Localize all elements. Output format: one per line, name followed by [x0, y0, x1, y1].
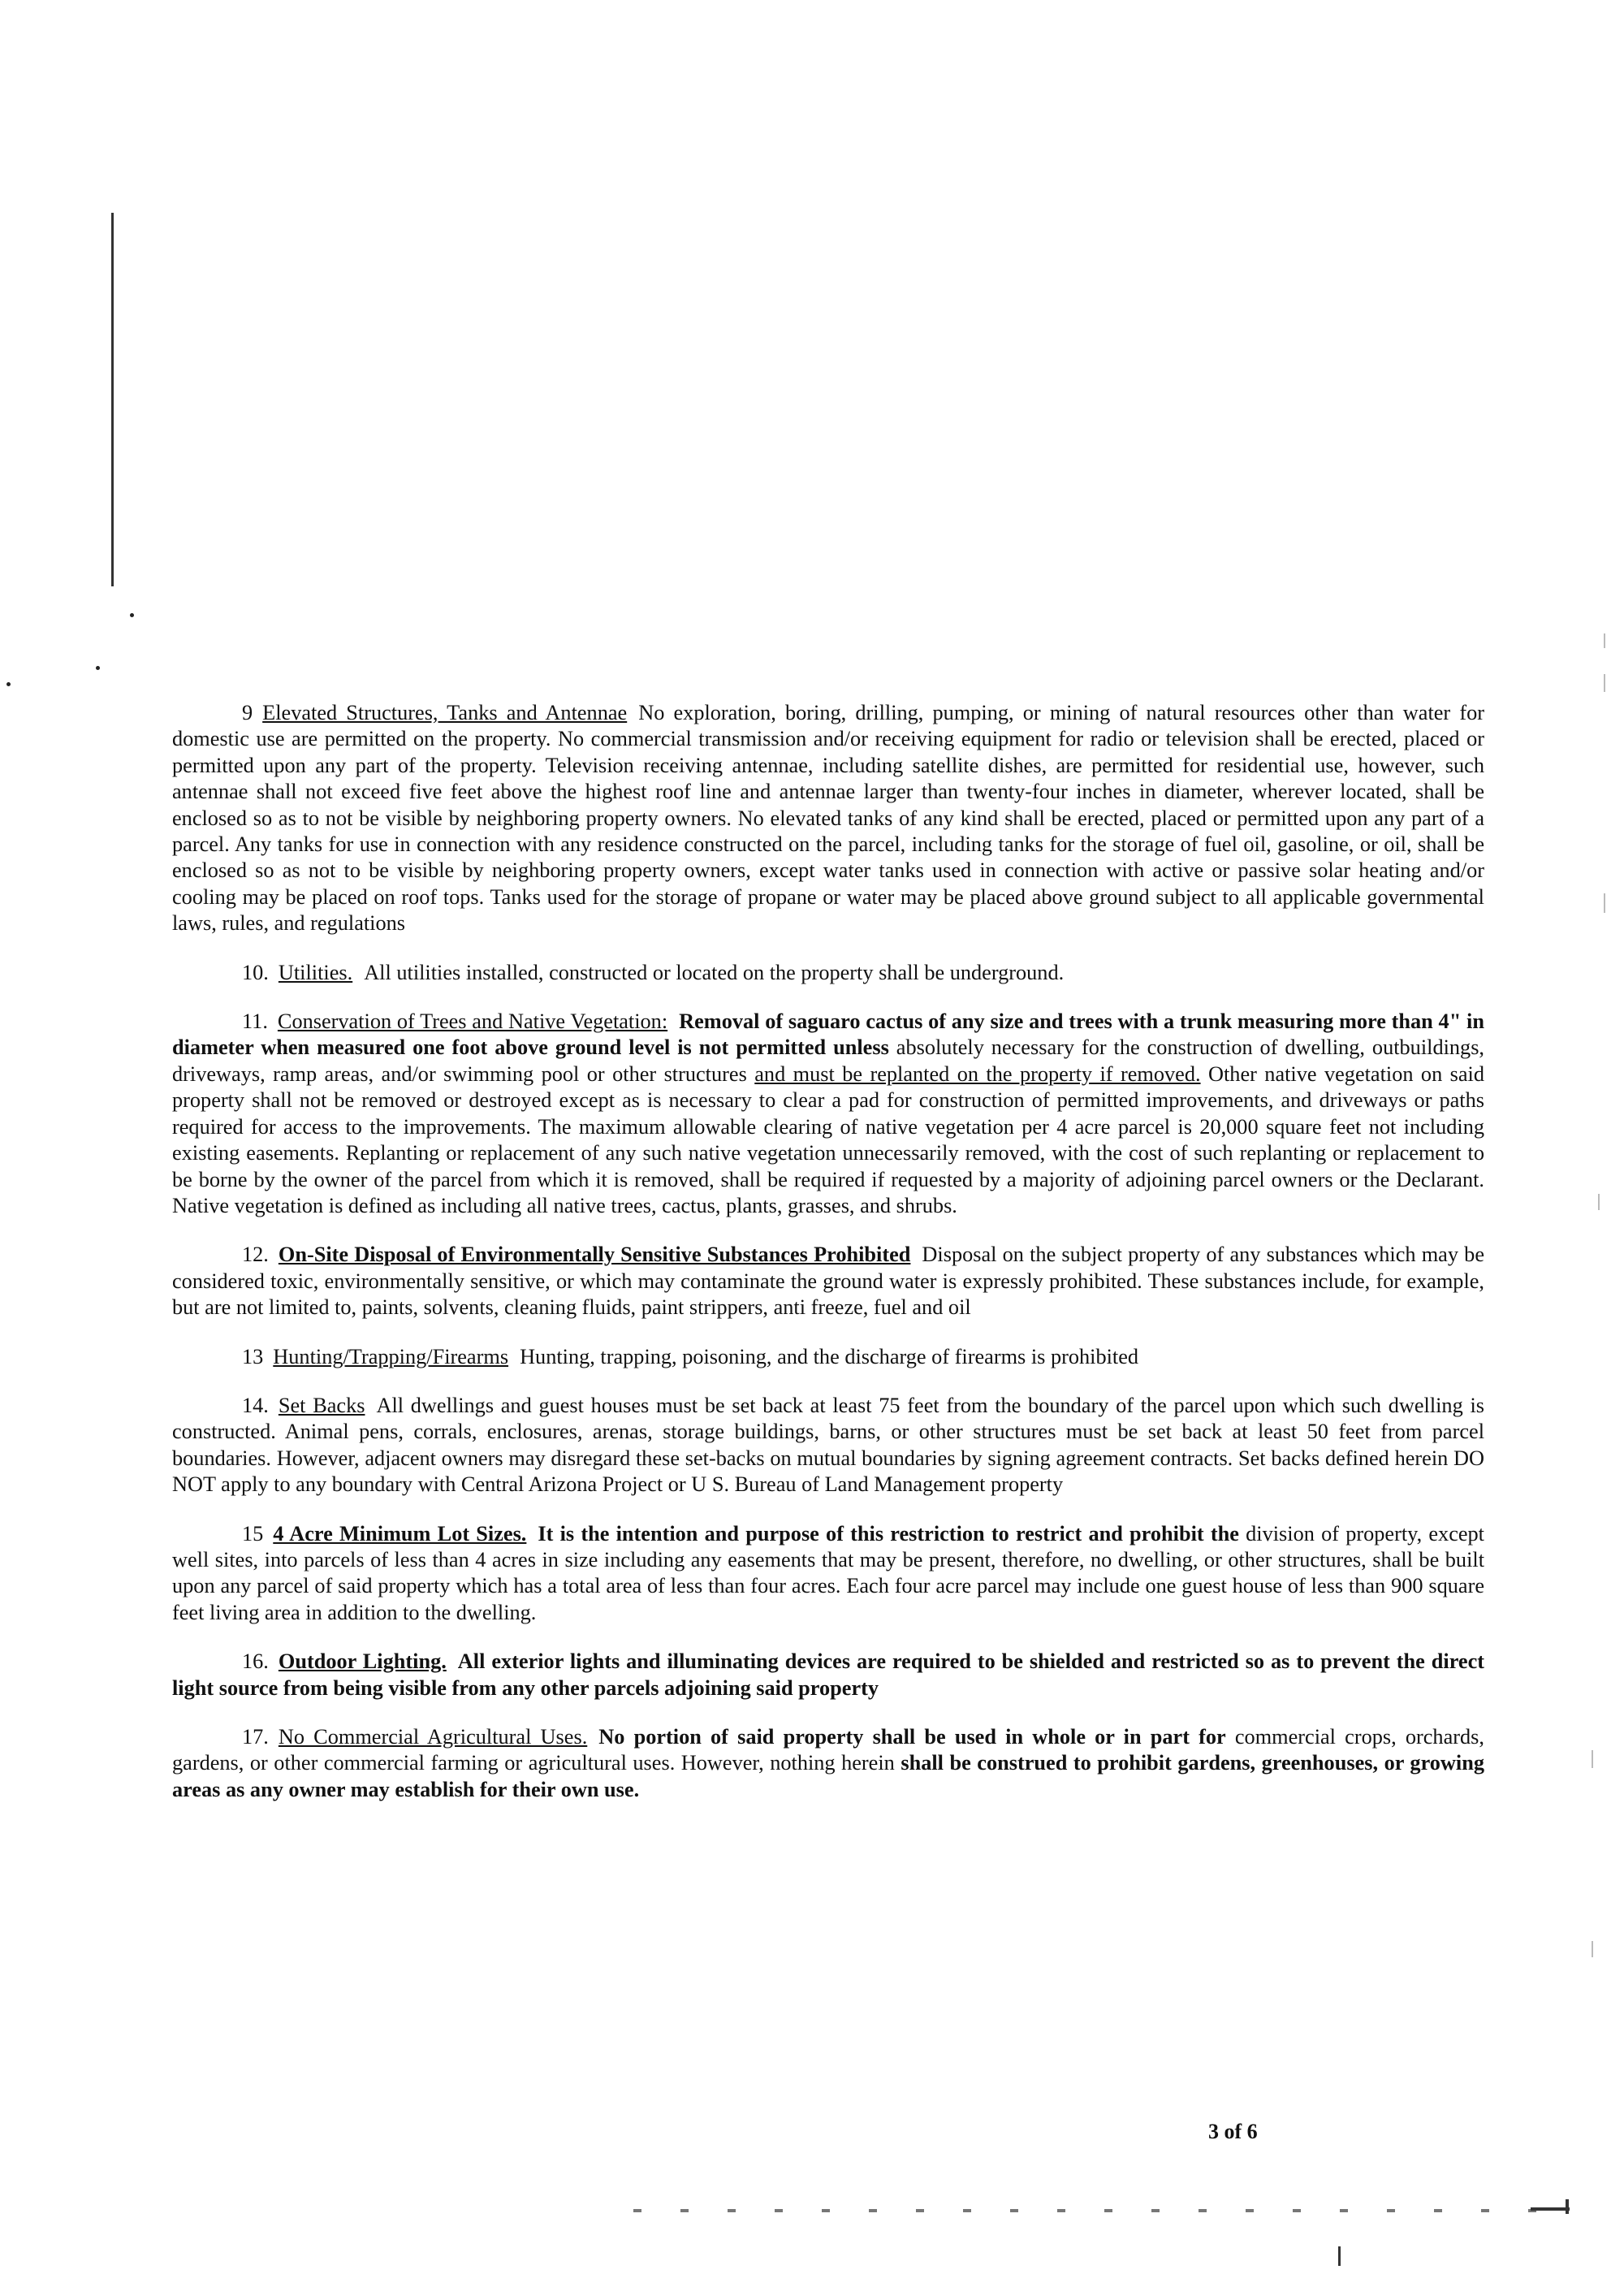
document-body — [172, 700, 1484, 1826]
paragraph-heading: No Commercial Agricultural Uses. — [278, 1725, 588, 1749]
paragraph-heading: Conservation of Trees and Native Vegetation: — [277, 1009, 668, 1034]
paragraph-15 — [172, 1521, 1484, 1627]
scan-speck — [1592, 1941, 1593, 1957]
paragraph-10 — [172, 960, 1484, 986]
paragraph-text: absolutely necessary for the construction of dwelling, outbuildings, driveways, ramp areas, and/or swimming pool or other structures — [172, 1035, 1485, 1086]
paragraph-11 — [172, 1009, 1484, 1219]
paragraph-bold-text: No portion of said property shall be used in whole or in part for — [598, 1725, 1226, 1749]
scan-speck — [1598, 1194, 1600, 1210]
paragraph-17 — [172, 1724, 1484, 1803]
paragraph-heading: Hunting/Trapping/Firearms — [273, 1344, 509, 1368]
scan-speck — [96, 666, 100, 670]
paragraph-heading: Set Backs — [278, 1393, 365, 1417]
scan-bottom-mark — [1531, 2207, 1570, 2211]
scan-speck — [1592, 1750, 1593, 1768]
paragraph-heading: 4 Acre Minimum Lot Sizes. — [273, 1521, 527, 1546]
paragraph-12 — [172, 1242, 1484, 1321]
paragraph-16 — [172, 1649, 1484, 1701]
paragraph-heading: Outdoor Lighting. — [278, 1649, 447, 1674]
paragraph-text: Hunting, trapping, poisoning, and the discharge of firearms is prohibited — [520, 1344, 1139, 1368]
paragraph-bold-text: All exterior lights and illuminating devices are required to be shielded and restricted so as to prevent the direct light source from being visible from any other parcels adjoining said property — [172, 1649, 1484, 1700]
paragraph-underlined-text: and must be replanted on the property if removed. — [754, 1061, 1201, 1086]
paragraph-number: 9 — [242, 701, 253, 724]
paragraph-text: All utilities installed, constructed or located on the property shall be underground. — [364, 960, 1065, 984]
scan-margin-line — [111, 213, 114, 586]
paragraph-text: division of property, except well sites, into parcels of less than 4 acres in size including any easements that may be present, therefore, no dwelling, or other structures, shall be built upon any parcel of said property which has a total area of less than four acres. Each four acre parcel may include one guest house of less than 900 square feet living area in addition to the dwelling. — [172, 1521, 1484, 1624]
page-number: 3 of 6 — [1208, 2120, 1258, 2143]
paragraph-text: Other native vegetation on said property shall not be removed or destroyed except as is necessary to clear a pad for construction of permitted improvements, and driveways or paths required for access to the improvements. The maximum allowable clearing of native vegetation per 4 acre parcel is 20,000 square feet not including existing easements. Replanting or replacement of any such native vegetation unnecessarily removed, with the cost of such replanting or replacement to be borne by the owner of the parcel from which it is removed, shall be required if requested by a majority of adjoining parcel owners or the Declarant. Native vegetation is defined as including all native trees, cactus, plants, grasses, and shrubs. — [172, 1061, 1485, 1217]
scan-speck — [130, 613, 134, 617]
paragraph-number: 13 — [242, 1344, 264, 1368]
paragraph-number: 15 — [242, 1521, 264, 1546]
paragraph-text: commercial crops, orchards, gardens, or other commercial farming or agricultural uses. However, nothing herein — [172, 1725, 1484, 1775]
paragraph-number: 14. — [242, 1393, 269, 1417]
scan-speck — [6, 682, 11, 686]
paragraph-bold-text: Removal of saguaro cactus of any size and trees with a trunk measuring more than 4" in diameter when measured one foot above ground level is not permitted unless — [172, 1009, 1484, 1060]
scan-bottom-tick — [1338, 2246, 1341, 2266]
paragraph-text: No exploration, boring, drilling, pumping, or mining of natural resources other than water for domestic use are permitted on the property. No commercial transmission and/or receiving equipment for radio or television shall be erected, placed or permitted upon any part of the property. Television receiving antennae, including satellite dishes, are permitted for residential use, however, such antennae shall not exceed five feet above the highest roof line and antennae larger than twenty-four inches in diameter, wherever located, shall be enclosed so as to not be visible by neighboring property owners. No elevated tanks of any kind shall be erected, placed or permitted upon any part of a parcel. Any tanks for use in connection with any residence constructed on the parcel, including tanks for the storage of fuel oil, gasoline, or oil, shall be enclosed so as not to be visible by neighboring property owners, except water tanks used in connection with active or passive solar heating and/or cooling may be placed on roof tops. Tanks used for the storage of propane or water may be placed above ground subject to all applicable governmental laws, rules, and regulations — [172, 701, 1484, 936]
paragraph-bold-text: It is the intention and purpose of this restriction to restrict and prohibit the — [538, 1521, 1239, 1546]
scan-bottom-mark — [1566, 2199, 1569, 2214]
scan-speck — [1604, 893, 1605, 913]
paragraph-number: 11. — [242, 1009, 268, 1034]
paragraph-number: 10. — [242, 960, 269, 984]
paragraph-number: 17. — [242, 1725, 269, 1749]
scan-bottom-dashes — [633, 2209, 1575, 2212]
paragraph-text: Disposal on the subject property of any substances which may be considered toxic, environmentally sensitive, or which may contaminate the ground water is expressly prohibited. These substances include, for example, but are not limited to, paints, solvents, cleaning fluids, paint strippers, anti freeze, fuel and oil — [172, 1243, 1484, 1320]
scan-speck — [1604, 674, 1605, 692]
paragraph-heading: Utilities. — [278, 960, 353, 984]
paragraph-heading: On-Site Disposal of Environmentally Sensitive Substances Prohibited — [278, 1243, 911, 1267]
paragraph-13 — [172, 1344, 1484, 1370]
scan-speck — [1604, 633, 1605, 648]
paragraph-number: 12. — [242, 1243, 269, 1267]
paragraph-text: All dwellings and guest houses must be set back at least 75 feet from the boundary of the parcel upon which such dwelling is constructed. Animal pens, corrals, enclosures, arenas, storage buildings, barns, or other structures must be set back at least 50 feet from parcel boundaries. However, adjacent owners may disregard these set-backs on mutual boundaries by signing agreement contracts. Set backs defined herein DO NOT apply to any boundary with Central Arizona Project or U S. Bureau of Land Management property — [172, 1393, 1484, 1497]
paragraph-number: 16. — [242, 1649, 269, 1674]
paragraph-bold-text: shall be construed to prohibit gardens, greenhouses, or growing areas as any owner may establish for their own use. — [172, 1751, 1484, 1801]
paragraph-9 — [172, 700, 1484, 937]
paragraph-heading: Elevated Structures, Tanks and Antennae — [262, 701, 628, 724]
paragraph-14 — [172, 1393, 1484, 1498]
